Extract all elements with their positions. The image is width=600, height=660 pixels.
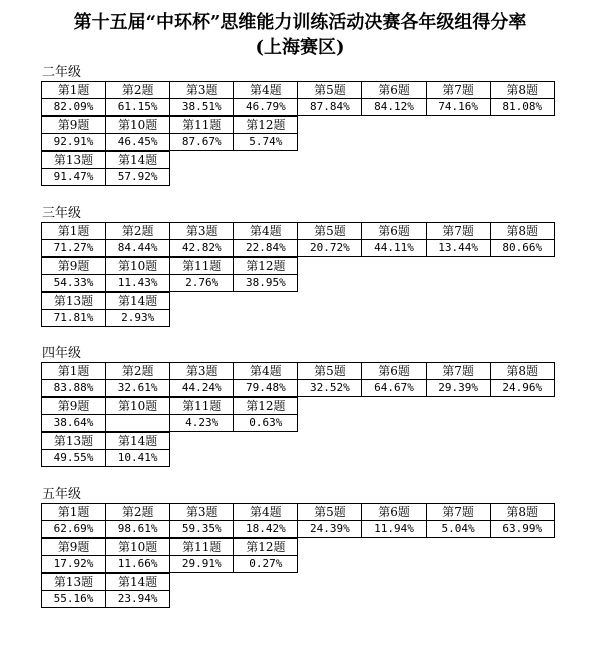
rate-cell: 2.76%	[170, 275, 234, 291]
question-header-cell: 第4题	[234, 223, 298, 239]
question-header-cell: 第11题	[170, 398, 234, 414]
page-title: 第十五届“中环杯”思维能力训练活动决赛各年级组得分率	[73, 12, 527, 33]
rate-cell: 83.88%	[42, 380, 106, 396]
question-header-row	[41, 538, 298, 555]
question-header-row	[41, 292, 170, 309]
rate-row	[41, 414, 298, 432]
question-header-cell: 第14题	[106, 433, 170, 449]
rate-cell: 32.61%	[106, 380, 170, 396]
rate-cell: 29.39%	[427, 380, 491, 396]
rate-cell: 38.51%	[170, 99, 234, 115]
rate-cell: 20.72%	[298, 240, 362, 256]
rate-cell: 49.55%	[42, 450, 106, 466]
question-header-cell: 第5题	[298, 363, 362, 379]
question-header-cell: 第1题	[42, 363, 106, 379]
question-header-cell: 第2题	[106, 82, 170, 98]
question-header-cell: 第9题	[42, 258, 106, 274]
rate-cell: 0.63%	[234, 415, 298, 431]
question-header-cell: 第7题	[427, 82, 491, 98]
question-header-row	[41, 151, 170, 168]
rate-cell: 42.82%	[170, 240, 234, 256]
grade-label: 五年级	[42, 487, 82, 502]
rate-cell: 87.67%	[170, 134, 234, 150]
question-header-cell: 第13题	[42, 433, 106, 449]
rate-cell: 23.94%	[106, 591, 170, 607]
rate-row	[41, 555, 298, 573]
rate-cell: 63.99%	[491, 521, 555, 537]
question-header-cell: 第10题	[106, 398, 170, 414]
question-header-cell: 第2题	[106, 223, 170, 239]
rate-row	[41, 590, 170, 608]
rate-row	[41, 309, 170, 327]
question-header-cell: 第11题	[170, 258, 234, 274]
question-header-cell: 第8题	[491, 363, 555, 379]
rate-cell: 71.27%	[42, 240, 106, 256]
rate-cell: 11.94%	[362, 521, 426, 537]
rate-cell: 0.27%	[234, 556, 298, 572]
question-header-row	[41, 503, 555, 520]
rate-cell: 57.92%	[106, 169, 170, 185]
question-header-cell: 第7题	[427, 504, 491, 520]
grade-label: 四年级	[42, 346, 82, 361]
question-header-cell: 第9题	[42, 539, 106, 555]
rate-cell: 64.67%	[362, 380, 426, 396]
question-header-cell: 第6题	[362, 82, 426, 98]
grade-label: 三年级	[42, 206, 82, 221]
rate-cell: 24.39%	[298, 521, 362, 537]
rate-cell: 44.24%	[170, 380, 234, 396]
rate-cell: 32.52%	[298, 380, 362, 396]
rate-row	[41, 98, 555, 116]
page-subtitle: (上海赛区)	[255, 37, 345, 58]
rate-cell: 22.84%	[234, 240, 298, 256]
question-header-cell: 第7题	[427, 223, 491, 239]
rate-cell: 62.69%	[42, 521, 106, 537]
rate-cell: 61.15%	[106, 99, 170, 115]
question-header-row	[41, 397, 298, 414]
question-header-cell: 第12题	[234, 117, 298, 133]
question-header-cell: 第11题	[170, 117, 234, 133]
question-header-cell: 第10题	[106, 258, 170, 274]
question-header-cell: 第10题	[106, 117, 170, 133]
question-header-cell: 第4题	[234, 363, 298, 379]
rate-row	[41, 168, 170, 186]
question-header-row	[41, 362, 555, 379]
question-header-cell: 第9题	[42, 398, 106, 414]
rate-row	[41, 133, 298, 151]
question-header-cell: 第6题	[362, 504, 426, 520]
rate-cell: 92.91%	[42, 134, 106, 150]
question-header-cell: 第8题	[491, 82, 555, 98]
question-header-cell: 第14题	[106, 152, 170, 168]
rate-cell: 38.95%	[234, 275, 298, 291]
rate-cell: 24.96%	[491, 380, 555, 396]
rate-cell: 5.04%	[427, 521, 491, 537]
rate-row	[41, 239, 555, 257]
question-header-cell: 第4题	[234, 82, 298, 98]
question-header-cell: 第8题	[491, 504, 555, 520]
question-header-cell: 第5题	[298, 223, 362, 239]
question-header-row	[41, 222, 555, 239]
rate-cell: 54.33%	[42, 275, 106, 291]
question-header-row	[41, 432, 170, 449]
rate-cell: 82.09%	[42, 99, 106, 115]
rate-row	[41, 520, 555, 538]
question-header-cell: 第3题	[170, 363, 234, 379]
question-header-cell: 第3题	[170, 223, 234, 239]
question-header-row	[41, 257, 298, 274]
grade-label: 二年级	[42, 65, 82, 80]
rate-cell: 2.93%	[106, 310, 170, 326]
rate-cell: 10.41%	[106, 450, 170, 466]
rate-row	[41, 449, 170, 467]
rate-cell: 59.35%	[170, 521, 234, 537]
rate-cell: 84.12%	[362, 99, 426, 115]
question-header-cell: 第13题	[42, 293, 106, 309]
rate-cell: 11.43%	[106, 275, 170, 291]
rate-cell: 46.45%	[106, 134, 170, 150]
question-header-cell: 第12题	[234, 398, 298, 414]
question-header-cell: 第1题	[42, 82, 106, 98]
question-header-cell: 第13题	[42, 574, 106, 590]
rate-cell: 4.23%	[170, 415, 234, 431]
rate-row	[41, 379, 555, 397]
question-header-cell: 第1题	[42, 223, 106, 239]
rate-cell: 74.16%	[427, 99, 491, 115]
question-header-cell: 第12题	[234, 258, 298, 274]
question-header-cell: 第8题	[491, 223, 555, 239]
rate-cell: 87.84%	[298, 99, 362, 115]
question-header-cell: 第6题	[362, 223, 426, 239]
question-header-cell: 第4题	[234, 504, 298, 520]
question-header-row	[41, 573, 170, 590]
rate-row	[41, 274, 298, 292]
rate-cell: 71.81%	[42, 310, 106, 326]
rate-cell: 18.42%	[234, 521, 298, 537]
rate-cell: 55.16%	[42, 591, 106, 607]
rate-cell: 80.66%	[491, 240, 555, 256]
rate-cell: 29.91%	[170, 556, 234, 572]
question-header-cell: 第10题	[106, 539, 170, 555]
rate-cell: 38.64%	[42, 415, 106, 431]
rate-cell: 46.79%	[234, 99, 298, 115]
rate-cell: 84.44%	[106, 240, 170, 256]
question-header-cell: 第2题	[106, 504, 170, 520]
question-header-cell: 第3题	[170, 82, 234, 98]
question-header-cell: 第13题	[42, 152, 106, 168]
question-header-cell: 第7题	[427, 363, 491, 379]
question-header-cell: 第14题	[106, 293, 170, 309]
rate-cell: 91.47%	[42, 169, 106, 185]
question-header-cell: 第14题	[106, 574, 170, 590]
question-header-cell: 第5题	[298, 504, 362, 520]
question-header-cell: 第5题	[298, 82, 362, 98]
question-header-cell: 第11题	[170, 539, 234, 555]
rate-cell: 44.11%	[362, 240, 426, 256]
rate-cell: 17.92%	[42, 556, 106, 572]
question-header-cell: 第9题	[42, 117, 106, 133]
question-header-cell: 第3题	[170, 504, 234, 520]
question-header-cell: 第2题	[106, 363, 170, 379]
rate-cell: 13.44%	[427, 240, 491, 256]
question-header-row	[41, 116, 298, 133]
question-header-cell: 第1题	[42, 504, 106, 520]
question-header-cell: 第12题	[234, 539, 298, 555]
rate-cell: 81.08%	[491, 99, 555, 115]
rate-cell: 98.61%	[106, 521, 170, 537]
rate-cell: 5.74%	[234, 134, 298, 150]
question-header-cell: 第6题	[362, 363, 426, 379]
rate-cell: 11.66%	[106, 556, 170, 572]
question-header-row	[41, 81, 555, 98]
rate-cell: 79.48%	[234, 380, 298, 396]
rate-cell	[106, 415, 170, 431]
